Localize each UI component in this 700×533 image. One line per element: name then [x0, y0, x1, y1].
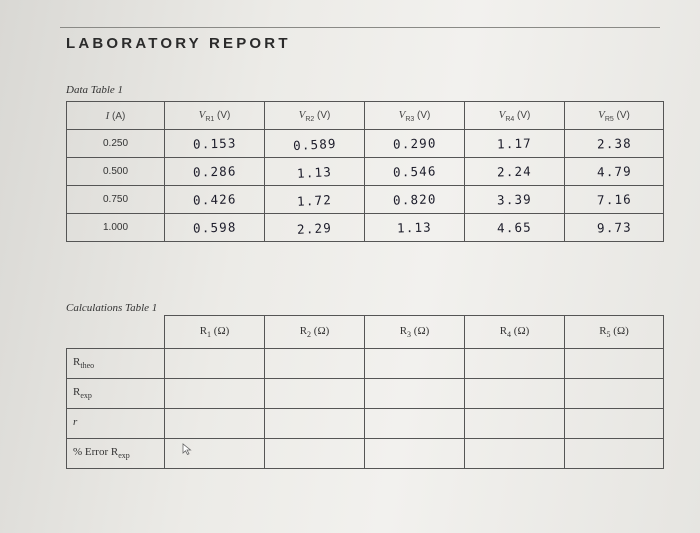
calc-cell[interactable]	[265, 409, 365, 439]
calc-cell[interactable]	[465, 349, 565, 379]
calc-table-header-row	[67, 316, 664, 349]
data-row	[67, 186, 664, 214]
row-r-theo	[67, 349, 664, 379]
header-v-r5: $V_{R5}$ (V)	[565, 102, 664, 130]
data-table-header-row	[67, 102, 664, 130]
voltage-cell[interactable]: 1.13	[265, 158, 365, 186]
calc-cell[interactable]	[365, 409, 465, 439]
voltage-cell[interactable]: 0.589	[265, 130, 365, 158]
voltage-cell[interactable]: 2.24	[465, 158, 565, 186]
calc-table-caption: Calculations Table 1	[66, 302, 158, 314]
voltage-cell[interactable]: 7.16	[565, 186, 664, 214]
header-r3: $R_3$ (Ω)	[365, 316, 465, 349]
header-r4: $R_4$ (Ω)	[465, 316, 565, 349]
voltage-cell[interactable]: 0.546	[365, 158, 465, 186]
row-label-r: r	[67, 409, 165, 439]
calc-cell[interactable]	[165, 409, 265, 439]
voltage-cell[interactable]: 1.13	[365, 214, 465, 242]
calculations-table	[66, 315, 664, 469]
voltage-cell[interactable]: 2.38	[565, 130, 664, 158]
voltage-cell[interactable]: 9.73	[565, 214, 664, 242]
current-cell: 1.000	[67, 214, 165, 242]
calc-cell[interactable]	[265, 349, 365, 379]
row-label-r-theo: $R_{theo}$	[67, 349, 165, 379]
voltage-cell[interactable]: 2.29	[265, 214, 365, 242]
header-v-r2: $V_{R2}$ (V)	[265, 102, 365, 130]
calc-cell[interactable]	[565, 349, 664, 379]
calc-cell[interactable]	[165, 439, 265, 469]
data-row	[67, 214, 664, 242]
data-table	[66, 101, 664, 242]
row-percent-error	[67, 439, 664, 469]
report-title: LABORATORY REPORT	[66, 35, 291, 52]
voltage-cell[interactable]: 0.286	[165, 158, 265, 186]
calc-cell[interactable]	[465, 379, 565, 409]
header-r5: $R_5$ (Ω)	[565, 316, 664, 349]
calc-cell[interactable]	[365, 349, 465, 379]
calc-cell[interactable]	[565, 439, 664, 469]
voltage-cell[interactable]: 1.17	[465, 130, 565, 158]
calc-cell[interactable]	[565, 379, 664, 409]
current-cell: 0.750	[67, 186, 165, 214]
calc-cell[interactable]	[165, 379, 265, 409]
row-r-exp	[67, 379, 664, 409]
header-v-r3: $V_{R3}$ (V)	[365, 102, 465, 130]
header-r2: $R_2$ (Ω)	[265, 316, 365, 349]
calc-cell[interactable]	[365, 439, 465, 469]
current-cell: 0.500	[67, 158, 165, 186]
calc-cell[interactable]	[265, 439, 365, 469]
voltage-cell[interactable]: 0.290	[365, 130, 465, 158]
data-table-caption: Data Table 1	[66, 84, 124, 96]
voltage-cell[interactable]: 0.426	[165, 186, 265, 214]
voltage-cell[interactable]: 4.79	[565, 158, 664, 186]
header-v-r1: $V_{R1}$ (V)	[165, 102, 265, 130]
calc-cell[interactable]	[265, 379, 365, 409]
row-r	[67, 409, 664, 439]
voltage-cell[interactable]: 0.598	[165, 214, 265, 242]
current-cell: 0.250	[67, 130, 165, 158]
row-label-r-exp: $R_{exp}$	[67, 379, 165, 409]
voltage-cell[interactable]: 0.820	[365, 186, 465, 214]
voltage-cell[interactable]: 0.153	[165, 130, 265, 158]
voltage-cell[interactable]: 4.65	[465, 214, 565, 242]
calc-cell[interactable]	[565, 409, 664, 439]
calc-cell[interactable]	[365, 379, 465, 409]
calc-cell[interactable]	[165, 349, 265, 379]
data-row	[67, 158, 664, 186]
header-v-r4: $V_{R4}$ (V)	[465, 102, 565, 130]
data-row	[67, 130, 664, 158]
header-r1: $R_1$ (Ω)	[165, 316, 265, 349]
header-corner	[67, 316, 165, 349]
calc-cell[interactable]	[465, 439, 565, 469]
row-label-percent-error: % Error $R_{exp}$	[67, 439, 165, 469]
voltage-cell[interactable]: 3.39	[465, 186, 565, 214]
mouse-pointer-icon	[182, 443, 192, 455]
voltage-cell[interactable]: 1.72	[265, 186, 365, 214]
top-rule	[60, 27, 660, 28]
calc-cell[interactable]	[465, 409, 565, 439]
header-current: I (A)	[67, 102, 165, 130]
